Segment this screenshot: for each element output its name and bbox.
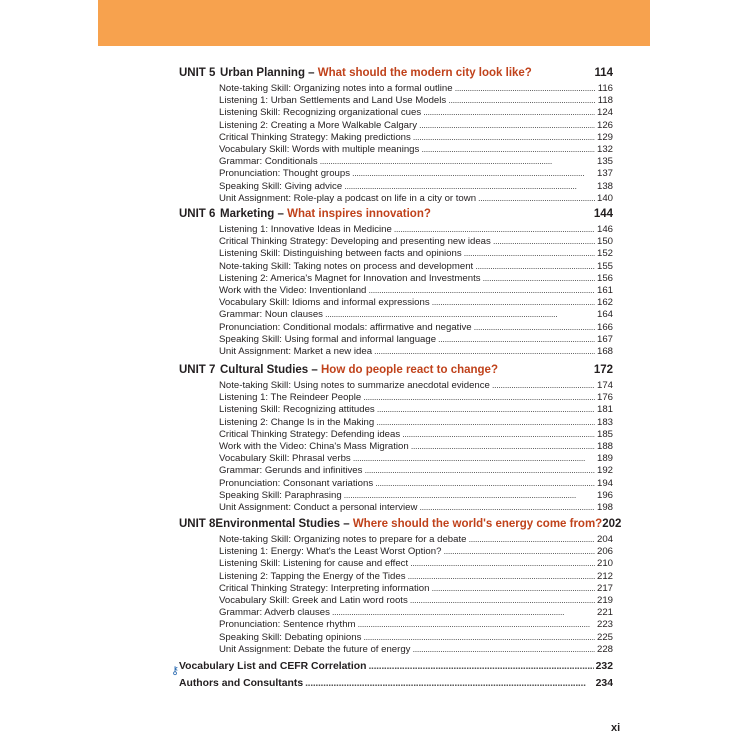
unit-header[interactable]: UNIT 6 Marketing – What inspires innovation? 144 bbox=[179, 208, 613, 220]
unit-question: Where should the world's energy come from? bbox=[352, 518, 603, 530]
entry-title: Speaking Skill: Debating opinions bbox=[219, 631, 362, 643]
entry-page: 166 bbox=[596, 321, 613, 333]
entry-title: Pronunciation: Conditional modals: affirmative and negative bbox=[219, 321, 472, 333]
entry-title: Listening Skill: Listening for cause and effect bbox=[219, 558, 409, 570]
entry-page: 223 bbox=[596, 619, 613, 631]
leader-dots bbox=[368, 661, 593, 672]
leader-dots bbox=[432, 297, 595, 309]
entry-page: 206 bbox=[596, 546, 613, 558]
toc-entry[interactable] bbox=[219, 224, 613, 236]
entry-title: Listening 1: Innovative Ideas in Medicine bbox=[219, 224, 392, 235]
leader-dots bbox=[325, 309, 595, 321]
entry-page: 217 bbox=[596, 582, 613, 594]
entry-title: Note-taking Skill: Taking notes on process and development bbox=[219, 260, 474, 272]
entry-title: Listening Skill: Recognizing organizational cues bbox=[219, 107, 422, 119]
entry-title: Vocabulary Skill: Idioms and informal expressions bbox=[219, 297, 430, 309]
entry-page: 212 bbox=[596, 570, 613, 582]
unit-page: 114 bbox=[594, 67, 613, 79]
entry-title: Listening 2: Tapping the Energy of the Tides bbox=[219, 570, 406, 582]
unit-header[interactable]: UNIT 7 Cultural Studies – How do people react to change? 172 bbox=[179, 364, 613, 376]
leader-dots bbox=[438, 334, 595, 346]
unit-header[interactable]: UNIT 5 Urban Planning – What should the modern city look like? 114 bbox=[179, 67, 613, 79]
entry-title: Note-taking Skill: Organizing notes into a formal outline bbox=[219, 83, 453, 94]
toc-entry[interactable] bbox=[219, 546, 613, 558]
leader-dots bbox=[421, 144, 595, 156]
toc-entry[interactable] bbox=[219, 632, 613, 644]
leader-dots bbox=[483, 273, 595, 285]
leader-dots bbox=[363, 392, 595, 404]
leader-dots bbox=[374, 346, 595, 358]
leader-dots bbox=[368, 285, 595, 297]
entry-title: Unit Assignment: Conduct a personal interview bbox=[219, 501, 418, 513]
leader-dots bbox=[411, 441, 595, 453]
toc-entry[interactable] bbox=[219, 273, 613, 285]
entry-page: 219 bbox=[596, 594, 613, 606]
entry-page: 161 bbox=[596, 284, 613, 296]
entry-title: Listening 1: Energy: What's the Least Worst Option? bbox=[219, 546, 442, 558]
entry-title: Grammar: Conditionals bbox=[219, 156, 318, 168]
leader-dots bbox=[332, 607, 595, 619]
toc-entry[interactable] bbox=[219, 571, 613, 583]
leader-dots bbox=[375, 478, 595, 490]
entry-title: Vocabulary Skill: Words with multiple meanings bbox=[219, 143, 420, 155]
leader-dots bbox=[410, 595, 595, 607]
unit-label: UNIT 8 bbox=[179, 518, 216, 530]
entry-page: 118 bbox=[597, 95, 613, 107]
toc-entry[interactable] bbox=[219, 107, 613, 119]
entry-page: 124 bbox=[596, 107, 613, 119]
unit-page: 144 bbox=[593, 208, 613, 220]
header-banner bbox=[98, 0, 650, 46]
toc-entry[interactable] bbox=[219, 595, 613, 607]
entry-title: Unit Assignment: Market a new idea bbox=[219, 345, 373, 357]
entry-page: 192 bbox=[596, 465, 613, 477]
leader-dots bbox=[376, 417, 595, 429]
entry-page: 156 bbox=[596, 272, 613, 284]
entry-title: Listening 2: America's Magnet for Innovation and Investments bbox=[219, 272, 481, 284]
toc-entry[interactable] bbox=[219, 248, 613, 260]
entry-page: 140 bbox=[596, 192, 613, 204]
unit-question: What inspires innovation? bbox=[287, 208, 431, 220]
toc-entry[interactable] bbox=[219, 380, 613, 392]
toc-entry[interactable] bbox=[219, 236, 613, 248]
toc-entry[interactable] bbox=[219, 144, 613, 156]
entry-page: 132 bbox=[596, 143, 613, 155]
entry-page: 155 bbox=[596, 260, 613, 272]
entry-title: Pronunciation: Consonant variations bbox=[219, 477, 374, 489]
entry-title: Unit Assignment: Debate the future of energy bbox=[219, 643, 411, 655]
toc-entry[interactable] bbox=[219, 285, 613, 297]
entry-title: Listening 1: Urban Settlements and Land Use Models bbox=[219, 95, 447, 107]
entry-page: 185 bbox=[596, 428, 613, 440]
entry-title: Vocabulary Skill: Phrasal verbs bbox=[219, 453, 351, 465]
entry-title: Critical Thinking Strategy: Interpreting information bbox=[219, 582, 430, 594]
toc-entry[interactable] bbox=[219, 441, 613, 453]
toc-entry[interactable] bbox=[219, 261, 613, 273]
leader-dots bbox=[492, 380, 595, 392]
entry-page: 188 bbox=[596, 440, 613, 452]
entry-title: Grammar: Noun clauses bbox=[219, 309, 323, 321]
entry-page: 129 bbox=[596, 131, 613, 143]
entry-title: Work with the Video: China's Mass Migration bbox=[219, 440, 409, 452]
leader-dots bbox=[394, 224, 595, 236]
entry-page: 126 bbox=[596, 119, 613, 131]
unit-title: Marketing bbox=[220, 208, 275, 220]
entry-page: 138 bbox=[596, 180, 613, 192]
entry-title: Speaking Skill: Giving advice bbox=[219, 180, 343, 192]
leader-dots bbox=[305, 678, 594, 689]
toc-vocabulary-list[interactable] bbox=[179, 661, 613, 672]
entry-title: Listening 2: Change Is in the Making bbox=[219, 416, 375, 428]
entry-title: Pronunciation: Sentence rhythm bbox=[219, 619, 356, 631]
leader-dots bbox=[455, 83, 596, 95]
leader-dots bbox=[443, 546, 595, 558]
leader-dots bbox=[423, 107, 595, 119]
toc-entry[interactable] bbox=[219, 490, 613, 502]
leader-dots bbox=[358, 619, 595, 631]
entry-title: Work with the Video: Inventionland bbox=[219, 284, 367, 296]
entry-title: Unit Assignment: Role-play a podcast on life in a city or town bbox=[219, 192, 477, 204]
entry-title: Listening Skill: Recognizing attitudes bbox=[219, 404, 375, 416]
toc-entry[interactable] bbox=[219, 583, 613, 595]
entry-page: 234 bbox=[595, 678, 613, 689]
entry-title: Pronunciation: Thought groups bbox=[219, 168, 351, 180]
toc-entry[interactable] bbox=[219, 453, 613, 465]
entry-page: 189 bbox=[596, 453, 613, 465]
unit-section bbox=[179, 364, 613, 514]
unit-section bbox=[179, 208, 613, 358]
entry-page: 194 bbox=[596, 477, 613, 489]
toc-entry[interactable] bbox=[219, 132, 613, 144]
entry-title: Critical Thinking Strategy: Making predictions bbox=[219, 131, 411, 143]
toc-entry[interactable] bbox=[219, 644, 613, 656]
entry-title: Vocabulary List and CEFR Correlation bbox=[179, 661, 367, 672]
leader-dots bbox=[363, 632, 595, 644]
leader-dots bbox=[408, 571, 595, 583]
toc-entry[interactable] bbox=[219, 346, 613, 358]
entry-page: 225 bbox=[596, 631, 613, 643]
entry-page: 183 bbox=[596, 416, 613, 428]
leader-dots bbox=[419, 502, 595, 514]
page-number: xi bbox=[611, 722, 621, 734]
leader-dots bbox=[320, 156, 595, 168]
leader-dots bbox=[413, 132, 595, 144]
entry-title: Critical Thinking Strategy: Defending ideas bbox=[219, 428, 401, 440]
toc-entry[interactable] bbox=[219, 392, 613, 404]
toc-entry[interactable] bbox=[219, 558, 613, 570]
entry-title: Listening Skill: Distinguishing between facts and opinions bbox=[219, 248, 462, 260]
entry-title: Authors and Consultants bbox=[179, 678, 304, 689]
toc-entry[interactable] bbox=[219, 83, 613, 95]
toc-entry[interactable] bbox=[219, 309, 613, 321]
entry-page: 137 bbox=[596, 168, 613, 180]
toc-entry[interactable] bbox=[219, 334, 613, 346]
toc-entry[interactable] bbox=[219, 120, 613, 132]
toc-entry[interactable] bbox=[219, 95, 613, 107]
entry-title: Grammar: Adverb clauses bbox=[219, 607, 330, 619]
toc-entry[interactable] bbox=[219, 478, 613, 490]
leader-dots bbox=[402, 429, 595, 441]
toc-entry[interactable] bbox=[219, 619, 613, 631]
entry-page: 176 bbox=[596, 392, 613, 404]
toc-entry[interactable] bbox=[219, 429, 613, 441]
entry-title: Listening 1: The Reindeer People bbox=[219, 392, 362, 404]
toc-entry[interactable] bbox=[219, 417, 613, 429]
toc-authors[interactable] bbox=[179, 678, 613, 689]
leader-dots bbox=[431, 583, 595, 595]
entry-page: 181 bbox=[596, 404, 613, 416]
entry-page: 210 bbox=[596, 558, 613, 570]
toc-entry[interactable] bbox=[219, 168, 613, 180]
leader-dots bbox=[419, 120, 595, 132]
leader-dots bbox=[353, 453, 595, 465]
leader-dots bbox=[377, 404, 595, 416]
entry-page: 164 bbox=[596, 309, 613, 321]
entry-page: 168 bbox=[596, 345, 613, 357]
toc-entry[interactable] bbox=[219, 607, 613, 619]
unit-section bbox=[179, 518, 622, 656]
leader-dots bbox=[412, 644, 595, 656]
entry-title: Speaking Skill: Using formal and informal language bbox=[219, 333, 437, 345]
leader-dots bbox=[344, 181, 595, 193]
entry-page: 162 bbox=[596, 297, 613, 309]
entry-title: Listening 2: Creating a More Walkable Calgary bbox=[219, 119, 418, 131]
toc-entry[interactable] bbox=[219, 322, 613, 334]
entry-page: 221 bbox=[596, 607, 613, 619]
entry-page: 196 bbox=[596, 489, 613, 501]
leader-dots bbox=[478, 193, 595, 205]
unit-section bbox=[179, 67, 613, 205]
entry-page: 198 bbox=[596, 501, 613, 513]
entry-title: Note-taking Skill: Organizing notes to prepare for a debate bbox=[219, 534, 467, 545]
entry-title: Speaking Skill: Paraphrasing bbox=[219, 489, 342, 501]
leader-dots bbox=[344, 490, 595, 502]
entry-page: 228 bbox=[596, 643, 613, 655]
unit-header[interactable]: UNIT 8 Environmental Studies – Where should the world's energy come from? 202 bbox=[179, 518, 622, 530]
entry-page: 135 bbox=[596, 156, 613, 168]
leader-dots bbox=[352, 168, 595, 180]
entry-page: 167 bbox=[596, 333, 613, 345]
unit-title: Cultural Studies bbox=[220, 364, 309, 376]
leader-dots bbox=[475, 261, 595, 273]
toc-entry[interactable] bbox=[219, 156, 613, 168]
entry-page: 174 bbox=[596, 380, 613, 391]
entry-title: Grammar: Gerunds and infinitives bbox=[219, 465, 363, 477]
entry-page: 152 bbox=[596, 248, 613, 260]
unit-page: 172 bbox=[593, 364, 613, 376]
toc-entry[interactable] bbox=[219, 404, 613, 416]
unit-label: UNIT 5 bbox=[179, 67, 216, 79]
entry-title: Vocabulary Skill: Greek and Latin word roots bbox=[219, 594, 408, 606]
leader-dots bbox=[474, 322, 595, 334]
toc-entry[interactable] bbox=[219, 534, 613, 546]
unit-title: Environmental Studies bbox=[215, 518, 341, 530]
unit-page: 202 bbox=[602, 518, 622, 530]
leader-dots bbox=[364, 465, 595, 477]
toc-entry[interactable] bbox=[219, 193, 613, 205]
entry-title: Note-taking Skill: Using notes to summarize anecdotal evidence bbox=[219, 380, 490, 391]
toc-entry[interactable] bbox=[219, 181, 613, 193]
entry-page: 204 bbox=[596, 534, 613, 545]
leader-dots bbox=[448, 95, 596, 107]
unit-question: What should the modern city look like? bbox=[317, 67, 532, 79]
entry-page: 146 bbox=[596, 224, 613, 235]
entry-page: 232 bbox=[595, 661, 613, 672]
toc-entry[interactable] bbox=[219, 502, 613, 514]
unit-label: UNIT 7 bbox=[179, 364, 216, 376]
unit-title: Urban Planning bbox=[220, 67, 305, 79]
leader-dots bbox=[464, 248, 595, 260]
unit-question: How do people react to change? bbox=[320, 364, 498, 376]
unit-label: UNIT 6 bbox=[179, 208, 216, 220]
leader-dots bbox=[468, 534, 595, 546]
entry-page: 150 bbox=[596, 236, 613, 248]
key-icon: ⚷ bbox=[171, 665, 180, 677]
toc-entry[interactable] bbox=[219, 297, 613, 309]
leader-dots bbox=[493, 236, 595, 248]
toc-entry[interactable] bbox=[219, 465, 613, 477]
entry-title: Critical Thinking Strategy: Developing and presenting new ideas bbox=[219, 236, 491, 248]
entry-page: 116 bbox=[597, 83, 613, 94]
leader-dots bbox=[410, 558, 595, 570]
